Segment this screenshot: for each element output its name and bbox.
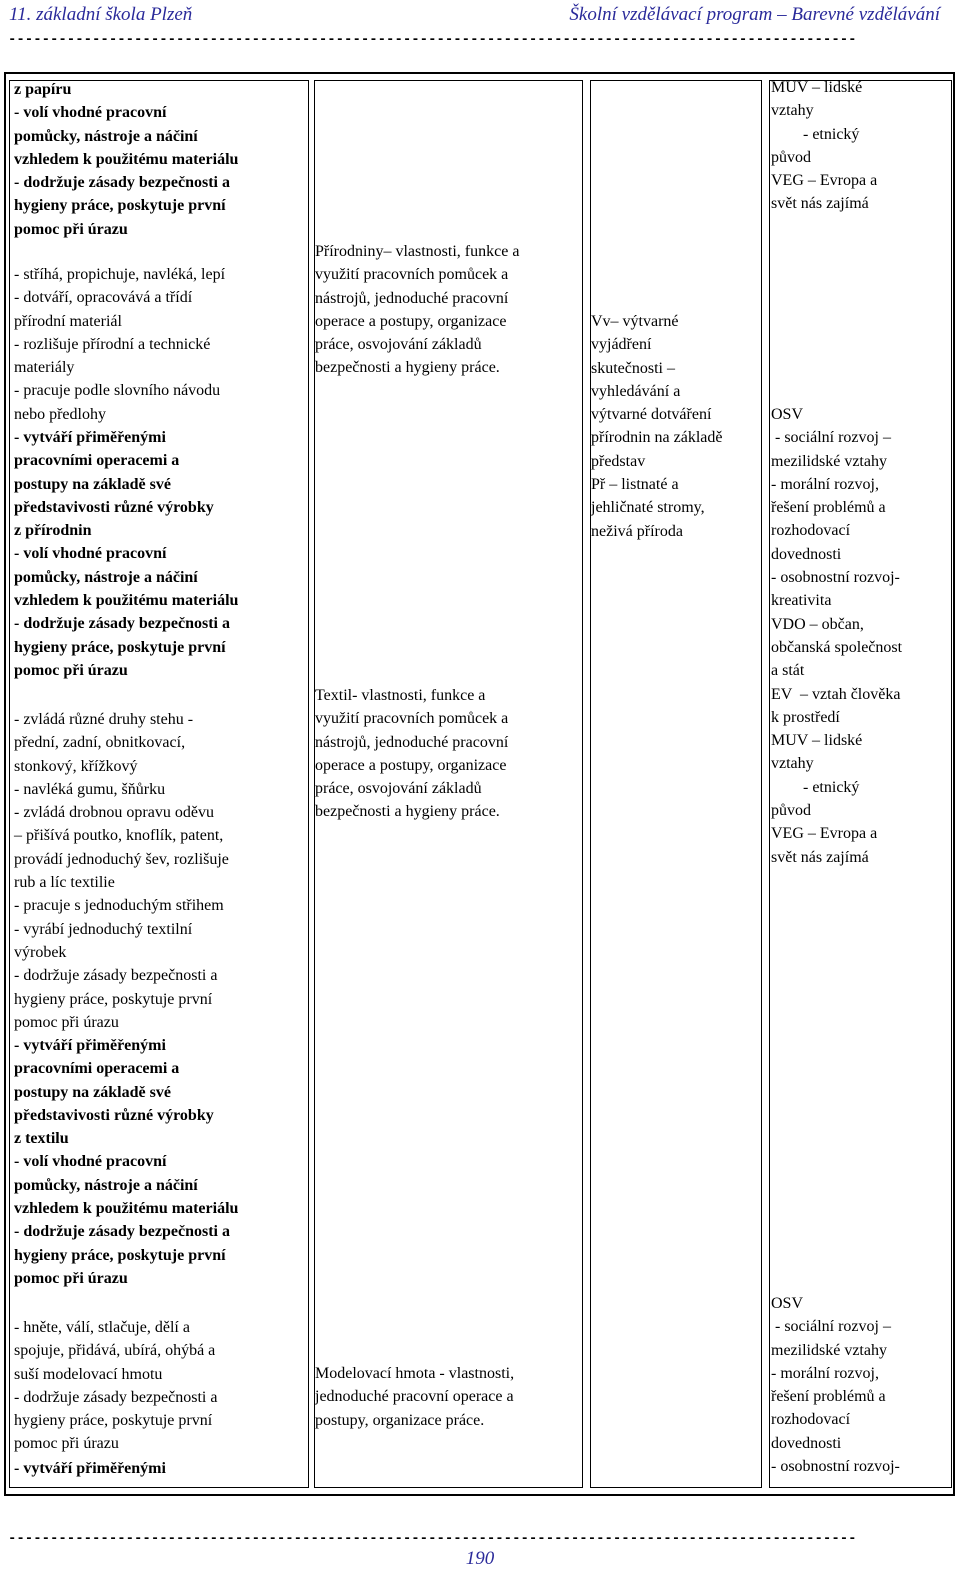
text-line: svět nás zajímá	[771, 848, 869, 866]
text-line: - zvládá různé druhy stehu -	[14, 711, 194, 728]
text-line: - etnický	[771, 778, 860, 796]
column-cross-subject-frame	[590, 80, 762, 1488]
text-line: k prostředí	[771, 708, 840, 726]
text-line: dovednosti	[771, 1434, 842, 1452]
text-line: MUV – lidské	[771, 732, 863, 750]
text-line: - volí vhodné pracovní	[14, 545, 167, 563]
text-line: – přišívá poutko, knoflík, patent,	[14, 827, 224, 845]
text-line: - sociální rozvoj –	[771, 429, 891, 447]
text-line: z textilu	[14, 1130, 69, 1148]
text-line: rub a líc textilie	[14, 874, 115, 892]
text-line: - volí vhodné pracovní	[14, 1153, 167, 1171]
text-line: jehličnaté stromy,	[591, 499, 705, 517]
text-line: - osobnostní rozvoj-	[771, 569, 900, 587]
text-line: nebo předlohy	[14, 405, 106, 423]
text-line: VEG – Evropa a	[771, 172, 878, 190]
text-line: - dodržuje zásady bezpečnosti a	[14, 615, 230, 633]
text-line: dovednosti	[771, 545, 842, 563]
text-line: - rozlišuje přírodní a technické	[14, 335, 211, 353]
text-line: vzhledem k použitému materiálu	[14, 592, 239, 610]
cross-subject-links	[591, 310, 723, 543]
text-line: - etnický	[771, 125, 860, 143]
text-line: - navléká gumu, šňůrku	[14, 780, 166, 798]
text-line: jednoduché pracovní operace a	[315, 1388, 514, 1406]
text-line: - morální rozvoj,	[771, 475, 879, 493]
text-line: přední, zadní, obnitkovací,	[14, 734, 186, 752]
text-line: mezilidské vztahy	[771, 1341, 887, 1359]
outcomes-paper-block	[14, 78, 238, 241]
text-line: provádí jednoduchý šev, rozlišuje	[14, 850, 229, 868]
text-line: práce, osvojování základů	[315, 780, 482, 798]
text-line: rozhodovací	[771, 522, 851, 540]
text-line: výtvarné dotváření	[591, 406, 712, 424]
text-line: stonkový, křížkový	[14, 757, 138, 775]
text-line: pomůcky, nástroje a náčiní	[14, 127, 198, 145]
text-line: pomůcky, nástroje a náčiní	[14, 1176, 198, 1194]
text-line: Přírodniny– vlastnosti, funkce a	[315, 243, 520, 260]
text-line: neživá příroda	[591, 522, 683, 540]
themes-modelling	[771, 1292, 900, 1478]
header-school-name: 11. základní škola Plzeň	[9, 4, 193, 25]
header-separator: -----------------------------------------------------------------------------------------------------	[8, 32, 857, 48]
text-line: představivosti různé výrobky	[14, 498, 214, 516]
text-line: - osobnostní rozvoj-	[771, 1458, 900, 1476]
text-line: operace a postupy, organizace	[315, 312, 507, 330]
text-line: OSV	[771, 406, 804, 423]
text-line: vztahy	[771, 755, 814, 773]
text-line: EV – vztah člověka	[771, 685, 901, 703]
text-line: pracovními operacemi a	[14, 452, 180, 470]
text-line: bezpečnosti a hygieny práce.	[315, 359, 500, 377]
text-line: postupy na základě své	[14, 1083, 171, 1101]
text-line: pomoc při úrazu	[14, 1269, 128, 1287]
text-line: spojuje, přidává, ubírá, ohýbá a	[14, 1342, 216, 1360]
text-line: Vv– výtvarné	[591, 313, 679, 330]
text-line: občanská společnost	[771, 638, 903, 656]
text-line: operace a postupy, organizace	[315, 756, 507, 774]
text-line: materiály	[14, 359, 75, 377]
text-line: postupy, organizace práce.	[315, 1411, 485, 1429]
text-line: práce, osvojování základů	[315, 336, 482, 354]
themes-paper	[771, 76, 877, 216]
outcomes-natural-products-block	[14, 426, 238, 682]
text-line: původ	[771, 802, 811, 820]
text-line: pracovními operacemi a	[14, 1060, 180, 1078]
text-line: výrobek	[14, 943, 67, 961]
text-line: Př – listnaté a	[591, 476, 679, 494]
text-line: představ	[591, 452, 646, 470]
text-line: MUV – lidské	[771, 79, 863, 96]
text-line: hygieny práce, poskytuje první	[14, 990, 213, 1008]
text-line: - dodržuje zásady bezpečnosti a	[14, 1223, 230, 1241]
text-line: OSV	[771, 1295, 804, 1312]
text-line: VEG – Evropa a	[771, 825, 878, 843]
text-line: z přírodnin	[14, 522, 92, 540]
text-line: - vyrábí jednoduchý textilní	[14, 920, 193, 938]
text-line: - dodržuje zásady bezpečnosti a	[14, 967, 218, 985]
text-line: pomoc při úrazu	[14, 1013, 119, 1031]
text-line: a stát	[771, 662, 805, 680]
text-line: přírodní materiál	[14, 312, 122, 330]
text-line: původ	[771, 148, 811, 166]
topic-modelling-clay	[315, 1362, 514, 1432]
text-line: vztahy	[771, 102, 814, 120]
text-line: - vytváří přiměřenými	[14, 429, 166, 446]
text-line: hygieny práce, poskytuje první	[14, 638, 226, 656]
text-line: pomůcky, nástroje a náčiní	[14, 568, 198, 586]
text-line: hygieny práce, poskytuje první	[14, 1412, 213, 1430]
text-line: - hněte, válí, stlačuje, dělí a	[14, 1319, 190, 1336]
text-line: řešení problémů a	[771, 499, 886, 517]
text-line: přírodnin na základě	[591, 429, 723, 447]
themes-natural-and-textile	[771, 403, 902, 869]
text-line: - volí vhodné pracovní	[14, 104, 167, 122]
text-line: hygieny práce, poskytuje první	[14, 1246, 226, 1264]
topic-natural-materials	[315, 240, 519, 380]
text-line: nástrojů, jednoduché pracovní	[315, 289, 509, 307]
outcomes-textile-products-block	[14, 1034, 238, 1290]
outcomes-natural-materials-block	[14, 263, 225, 426]
text-line: vyjádření	[591, 336, 652, 354]
text-line: VDO – občan,	[771, 615, 864, 633]
text-line: řešení problémů a	[771, 1388, 886, 1406]
text-line: hygieny práce, poskytuje první	[14, 197, 226, 215]
text-line: - dodržuje zásady bezpečnosti a	[14, 174, 230, 192]
text-line: postupy na základě své	[14, 475, 171, 493]
text-line: z papíru	[14, 81, 72, 98]
text-line: - stříhá, propichuje, navléká, lepí	[14, 266, 226, 283]
outcomes-textile-block	[14, 708, 229, 1034]
footer-separator: -----------------------------------------------------------------------------------------------------	[8, 1531, 857, 1547]
text-line: využití pracovních pomůcek a	[315, 710, 509, 728]
outcomes-continued-block	[14, 1457, 166, 1480]
page-number: 190	[465, 1548, 495, 1569]
text-line: Textil- vlastnosti, funkce a	[315, 687, 486, 704]
text-line: představivosti různé výrobky	[14, 1106, 214, 1124]
text-line: kreativita	[771, 592, 832, 610]
text-line: nástrojů, jednoduché pracovní	[315, 733, 509, 751]
text-line: - dotváří, opracovává a třídí	[14, 289, 193, 307]
text-line: bezpečnosti a hygieny práce.	[315, 803, 500, 821]
text-line: využití pracovních pomůcek a	[315, 266, 509, 284]
text-line: pomoc při úrazu	[14, 1435, 119, 1453]
topic-textile	[315, 684, 508, 824]
text-line: svět nás zajímá	[771, 195, 869, 213]
curriculum-table	[4, 72, 955, 1496]
text-line: mezilidské vztahy	[771, 452, 887, 470]
outcomes-modelling-block	[14, 1316, 217, 1456]
text-line: - sociální rozvoj –	[771, 1318, 891, 1336]
text-line: - morální rozvoj,	[771, 1364, 879, 1382]
text-line: - pracuje podle slovního návodu	[14, 382, 221, 400]
text-line: pomoc při úrazu	[14, 661, 128, 679]
text-line: - pracuje s jednoduchým střihem	[14, 897, 224, 915]
text-line: vzhledem k použitému materiálu	[14, 1200, 239, 1218]
text-line: suší modelovací hmotu	[14, 1365, 163, 1383]
text-line: - zvládá drobnou opravu oděvu	[14, 804, 214, 822]
text-line: vzhledem k použitému materiálu	[14, 150, 239, 168]
header-program-title: Školní vzdělávací program – Barevné vzdělávání	[569, 4, 940, 25]
text-line: rozhodovací	[771, 1411, 851, 1429]
text-line: skutečnosti –	[591, 359, 675, 377]
text-line: - vytváří přiměřenými	[14, 1037, 166, 1054]
text-line: vyhledávání a	[591, 382, 681, 400]
text-line: Modelovací hmota - vlastnosti,	[315, 1365, 515, 1382]
text-line: pomoc při úrazu	[14, 220, 128, 238]
text-line: - dodržuje zásady bezpečnosti a	[14, 1388, 218, 1406]
text-line: - vytváří přiměřenými	[14, 1460, 166, 1477]
